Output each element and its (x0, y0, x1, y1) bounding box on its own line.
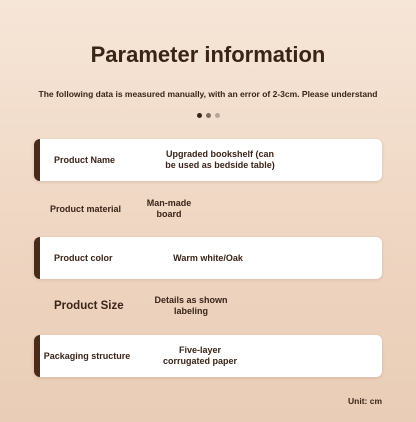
param-label: Product Size (54, 299, 124, 312)
param-value: Warm white/Oak (173, 252, 243, 263)
param-row-product-material (34, 188, 382, 230)
param-label: Product color (54, 252, 113, 263)
pager-dot-3[interactable] (215, 113, 220, 118)
param-value: Five-layer corrugated paper (162, 345, 238, 366)
pager-dot-1[interactable] (197, 113, 202, 118)
pager-dot-2[interactable] (206, 113, 211, 118)
param-row-packaging-structure (34, 335, 382, 377)
param-value: Man-made board (146, 198, 192, 219)
param-label: Packaging structure (43, 350, 131, 361)
param-label: Product material (50, 203, 122, 214)
param-row-product-size (34, 285, 382, 327)
param-row-product-name (34, 139, 382, 181)
param-value: Details as shown labeling (154, 295, 228, 316)
unit-label: Unit: cm (348, 396, 382, 406)
param-row-product-color (34, 237, 382, 279)
page-title: Parameter information (90, 42, 326, 67)
param-label: Product Name (54, 154, 116, 165)
measurement-note: The following data is measured manually, with an error of 2-3cm. Please understand (38, 89, 378, 99)
pager-dots (0, 113, 416, 118)
param-value: Upgraded bookshelf (can be used as bedside table) (165, 149, 275, 170)
